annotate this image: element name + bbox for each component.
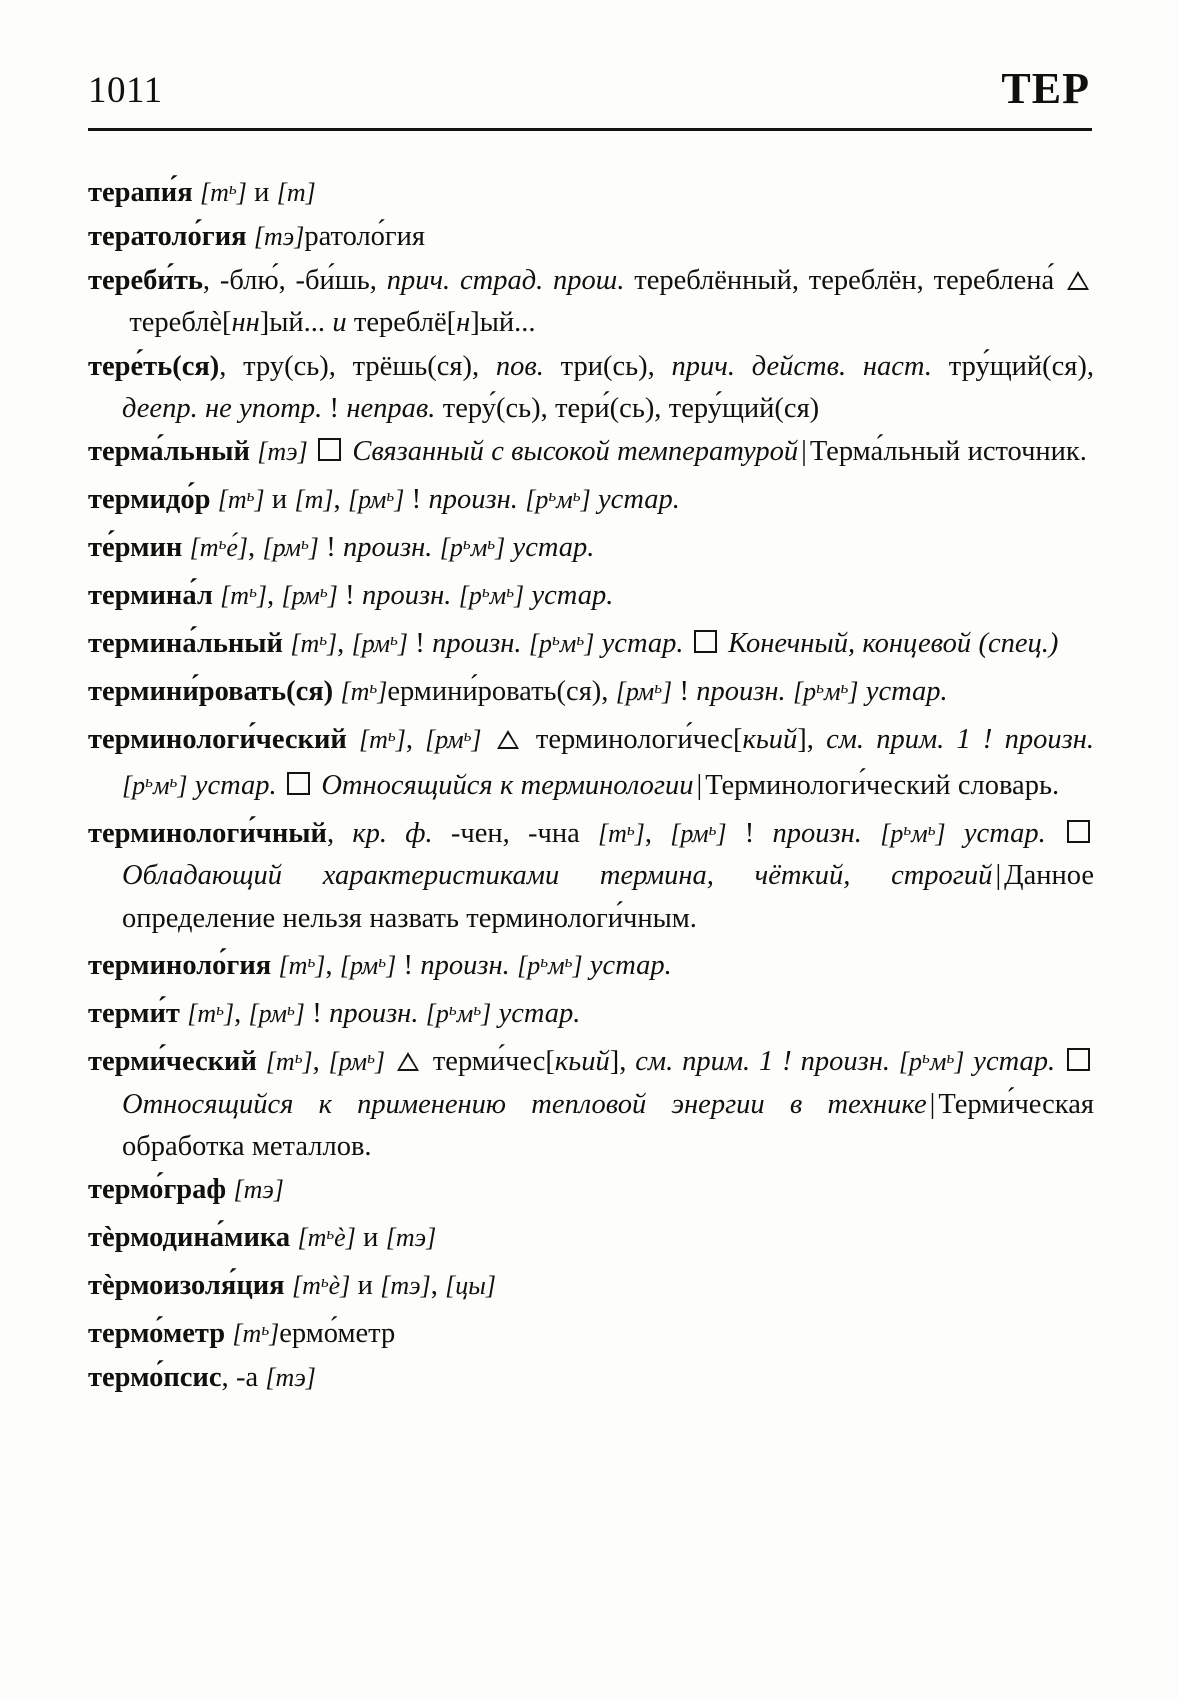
headword: тѐрмоизоля́ция bbox=[88, 1270, 285, 1302]
transcription: $[т^ь]$ bbox=[290, 629, 338, 659]
entry-text: терминологи́чес[ bbox=[523, 723, 743, 755]
dictionary-entry bbox=[88, 809, 1094, 940]
triangle-icon bbox=[397, 1052, 419, 1071]
headword: тереби́ть bbox=[88, 264, 203, 296]
usage-label: устар. bbox=[512, 532, 595, 564]
grammar-label: кр. ф. bbox=[352, 818, 433, 850]
entry-text: ! bbox=[318, 532, 344, 564]
dictionary-entry bbox=[88, 1357, 1094, 1399]
headword: термини́ровать(ся) bbox=[88, 675, 334, 707]
transcription: $[т^ьѐ]$ bbox=[291, 1271, 351, 1301]
transcription: $[т^ь]$ bbox=[217, 485, 265, 515]
transcription: $[рм^ь]$ bbox=[347, 485, 405, 515]
usage-label: устар. bbox=[865, 675, 948, 707]
transcription: [тэ] bbox=[385, 1223, 437, 1253]
entry-text: ! bbox=[396, 950, 421, 982]
example: Терми́ческая обработка металлов. bbox=[122, 1088, 1094, 1162]
grammar-label: деепр. не употр. bbox=[122, 392, 323, 424]
entry-text: и bbox=[332, 306, 347, 338]
transcription: $[рм^ь]$ bbox=[281, 581, 338, 611]
entry-text: , bbox=[248, 532, 263, 564]
entry-text: кьий bbox=[742, 723, 798, 755]
transcription: $[т^ь]$ bbox=[597, 819, 645, 849]
example: Терминологи́ческий словарь. bbox=[705, 770, 1060, 802]
transcription: $[рм^ь]$ bbox=[339, 951, 397, 981]
transcription: $[рм^ь]$ bbox=[262, 533, 319, 563]
entry-text: , bbox=[312, 1046, 329, 1078]
entry-text: , bbox=[644, 818, 671, 850]
entry-text: ! bbox=[404, 484, 429, 516]
transcription: $[т^ь]$ bbox=[278, 951, 326, 981]
headword: термо́граф bbox=[88, 1174, 227, 1206]
header-rule bbox=[88, 128, 1092, 131]
triangle-icon bbox=[497, 730, 519, 749]
definition: Относящийся к терминологии bbox=[321, 770, 694, 802]
transcription: [цы] bbox=[445, 1271, 497, 1301]
entry-text: ! bbox=[337, 580, 362, 612]
usage-label: произн. bbox=[361, 580, 452, 612]
entry-text: , тру(сь), трёшь(ся), bbox=[219, 350, 496, 382]
entry-text: и bbox=[264, 484, 295, 516]
grammar-label: пов. bbox=[495, 350, 544, 382]
headword: терми́т bbox=[88, 998, 180, 1030]
entry-text: ]ый... bbox=[259, 306, 333, 338]
entry-text: , -а bbox=[221, 1361, 266, 1393]
transcription: $[р^ьм^ь]$ bbox=[425, 999, 492, 1029]
usage-label: произн. bbox=[343, 532, 433, 564]
entry-text: , bbox=[267, 580, 282, 612]
dictionary-entry bbox=[88, 1037, 1094, 1168]
transcription: $[рм^ь]$ bbox=[615, 676, 673, 706]
grammar-label: прич. страд. прош. bbox=[386, 264, 625, 296]
headword: терма́льный bbox=[88, 436, 250, 468]
entry-text: , bbox=[337, 628, 352, 660]
transcription: $[т^ьѐ]$ bbox=[297, 1223, 356, 1253]
transcription: $[т^ь]$ bbox=[232, 1319, 280, 1349]
entry-text: ! bbox=[672, 675, 697, 707]
pipe-separator: | bbox=[929, 1088, 936, 1120]
usage-label: произн. bbox=[696, 675, 786, 707]
entry-text bbox=[971, 724, 983, 755]
entry-text: , bbox=[325, 950, 340, 982]
guide-word: ТЕР bbox=[1001, 64, 1090, 113]
usage-label: устар. bbox=[601, 628, 684, 660]
usage-label: произн. bbox=[432, 628, 522, 660]
entry-text: ермо́метр bbox=[279, 1318, 396, 1350]
headword: терминологи́чный bbox=[88, 818, 327, 850]
entry-text: , bbox=[405, 723, 426, 755]
headword: терапи́я bbox=[88, 177, 193, 209]
pipe-separator: | bbox=[995, 860, 1002, 892]
entry-text: и bbox=[355, 1222, 386, 1254]
usage-label: произн. bbox=[428, 484, 518, 516]
headword: термидо́р bbox=[88, 484, 211, 516]
transcription: [т] bbox=[294, 485, 334, 515]
transcription: $[р^ьм^ь]$ bbox=[458, 581, 525, 611]
headword: терминоло́гия bbox=[88, 950, 272, 982]
transcription: $[рм^ь]$ bbox=[328, 1047, 386, 1077]
usage-label: устар. bbox=[963, 818, 1046, 850]
usage-label: устар. bbox=[498, 998, 581, 1030]
transcription: $[рм^ь]$ bbox=[351, 629, 408, 659]
headword: тѐрмодина́мика bbox=[88, 1222, 291, 1254]
definition: Обладающий характеристиками термина, чёткий, строгий bbox=[122, 860, 993, 892]
headword: термо́псис bbox=[88, 1361, 222, 1393]
entry-text: ! bbox=[407, 628, 433, 660]
transcription: [тэ] bbox=[233, 1175, 284, 1205]
entry-text: н bbox=[456, 306, 471, 338]
dictionary-entry bbox=[88, 715, 1094, 808]
usage-label: произн. bbox=[1004, 723, 1094, 755]
transcription: $[рм^ь]$ bbox=[248, 999, 305, 1029]
dictionary-entry bbox=[88, 941, 1094, 987]
usage-label: устар. bbox=[531, 580, 614, 612]
entry-text: ! bbox=[982, 723, 993, 755]
dictionary-entry bbox=[88, 216, 1094, 258]
transcription: $[р^ьм^ь]$ bbox=[525, 485, 591, 515]
entry-column bbox=[88, 168, 1094, 1401]
dictionary-entry bbox=[88, 1309, 1094, 1355]
entry-text: ! bbox=[304, 998, 330, 1030]
square-icon bbox=[1067, 820, 1090, 843]
headword: термина́л bbox=[88, 580, 213, 612]
usage-label: устар. bbox=[589, 950, 672, 982]
transcription: [тэ] bbox=[253, 221, 305, 251]
definition: Относящийся к применению тепловой энергии в технике bbox=[122, 1088, 927, 1120]
entry-text: , bbox=[326, 818, 353, 850]
transcription: $[т^ь]$ bbox=[187, 999, 235, 1029]
transcription: [тэ] bbox=[257, 437, 308, 467]
usage-label: см. прим. 1 bbox=[635, 1046, 774, 1078]
dictionary-entry bbox=[88, 1213, 1094, 1259]
transcription: $[рм^ь]$ bbox=[670, 819, 727, 849]
entry-text: и bbox=[350, 1270, 381, 1302]
headword: терми́ческий bbox=[88, 1046, 257, 1078]
headword: термина́льный bbox=[88, 628, 283, 660]
square-icon bbox=[287, 772, 310, 795]
transcription: $[р^ьм^ь]$ bbox=[880, 819, 946, 849]
usage-label: устар. bbox=[194, 770, 277, 802]
transcription: $[т^ь]$ bbox=[199, 178, 247, 208]
dictionary-entry bbox=[88, 346, 1094, 430]
entry-text: тереблённый, тереблён, тереблена́ bbox=[624, 264, 1064, 296]
entry-text: ! bbox=[782, 1046, 792, 1078]
pipe-separator: | bbox=[801, 436, 807, 468]
transcription: $[р^ьм^ь]$ bbox=[517, 951, 583, 981]
definition: Связанный с высокой температурой bbox=[352, 436, 799, 468]
dictionary-entry bbox=[88, 1169, 1094, 1211]
entry-text: ратоло́гия bbox=[304, 220, 425, 252]
entry-text: и bbox=[254, 177, 277, 209]
dictionary-entry bbox=[88, 260, 1094, 344]
entry-text: теру́(сь), тери́(сь), теру́щий(ся) bbox=[435, 392, 820, 424]
triangle-icon bbox=[1067, 271, 1089, 290]
headword: те́рмин bbox=[88, 532, 183, 564]
headword: термо́метр bbox=[88, 1318, 226, 1350]
entry-text: три(сь), bbox=[543, 350, 672, 382]
dictionary-entry bbox=[88, 619, 1094, 665]
entry-text: , -блю́, -би́шь, bbox=[202, 264, 387, 296]
usage-label: устар. bbox=[973, 1046, 1056, 1078]
transcription: $[р^ьм^ь]$ bbox=[793, 676, 859, 706]
dictionary-entry bbox=[88, 475, 1094, 521]
entry-text: тереблё[ bbox=[346, 306, 457, 338]
page-number: 1011 bbox=[88, 70, 163, 111]
usage-label: устар. bbox=[598, 484, 680, 516]
entry-text: ], bbox=[797, 723, 827, 755]
usage-label: см. прим. 1 bbox=[826, 723, 971, 755]
usage-label: произн. bbox=[800, 1046, 891, 1078]
headword: тере́ть(ся) bbox=[88, 350, 220, 382]
dictionary-entry bbox=[88, 989, 1094, 1035]
entry-text: ]ый... bbox=[470, 306, 536, 338]
transcription: $[р^ьм^ь]$ bbox=[439, 533, 506, 563]
square-icon bbox=[318, 438, 341, 461]
transcription: $[т^ь]$ bbox=[358, 724, 406, 754]
transcription: $[т^ье́]$ bbox=[189, 533, 249, 563]
entry-text: , bbox=[234, 998, 249, 1030]
dictionary-entry bbox=[88, 168, 1094, 214]
pipe-separator: | bbox=[696, 770, 703, 802]
transcription: [тэ] bbox=[265, 1362, 316, 1392]
entry-text: ермини́ровать(ся), bbox=[387, 675, 616, 707]
entry-text: , bbox=[430, 1270, 446, 1302]
entry-text: тереблѐ[ bbox=[122, 306, 232, 338]
example: Терма́льный источник. bbox=[809, 436, 1087, 468]
transcription: $[р^ьм^ь]$ bbox=[528, 629, 595, 659]
running-head bbox=[88, 64, 1090, 126]
dictionary-entry bbox=[88, 571, 1094, 617]
entry-text bbox=[773, 1046, 782, 1077]
transcription: [тэ] bbox=[380, 1271, 431, 1301]
transcription: [т] bbox=[276, 178, 316, 208]
entry-text: ! bbox=[726, 818, 773, 850]
entry-text: нн bbox=[231, 306, 260, 338]
square-icon bbox=[1067, 1048, 1090, 1071]
entry-text: кьий bbox=[554, 1046, 610, 1078]
square-icon bbox=[694, 630, 717, 653]
transcription: $[т^ь]$ bbox=[265, 1047, 313, 1077]
grammar-label: прич. действ. наст. bbox=[671, 350, 932, 382]
entry-text: ! bbox=[322, 392, 347, 424]
transcription: $[рм^ь]$ bbox=[425, 724, 482, 754]
transcription: $[т^ь]$ bbox=[340, 676, 388, 706]
headword: тератоло́гия bbox=[88, 220, 247, 252]
dictionary-entry bbox=[88, 431, 1094, 473]
entry-text: -чен, -чна bbox=[432, 818, 598, 850]
transcription: $[р^ьм^ь]$ bbox=[122, 771, 188, 801]
example: Данное определение нельзя назвать терминологи́чным. bbox=[122, 860, 1094, 934]
entry-text: тру́щий(ся), bbox=[932, 350, 1095, 382]
dictionary-entry bbox=[88, 667, 1094, 713]
entry-text: ], bbox=[609, 1046, 636, 1078]
usage-label: произн. bbox=[420, 950, 510, 982]
entry-text: , bbox=[333, 484, 348, 516]
usage-label: произн. bbox=[329, 998, 419, 1030]
usage-label: неправ. bbox=[346, 392, 436, 424]
entry-text: терми́чес[ bbox=[423, 1046, 555, 1078]
transcription: $[т^ь]$ bbox=[220, 581, 267, 611]
usage-label: произн. bbox=[772, 818, 862, 850]
dictionary-entry bbox=[88, 523, 1094, 569]
headword: терминологи́ческий bbox=[88, 723, 347, 755]
definition: Конечный, концевой (спец.) bbox=[728, 628, 1059, 660]
transcription: $[р^ьм^ь]$ bbox=[898, 1047, 965, 1077]
dictionary-entry bbox=[88, 1261, 1094, 1307]
